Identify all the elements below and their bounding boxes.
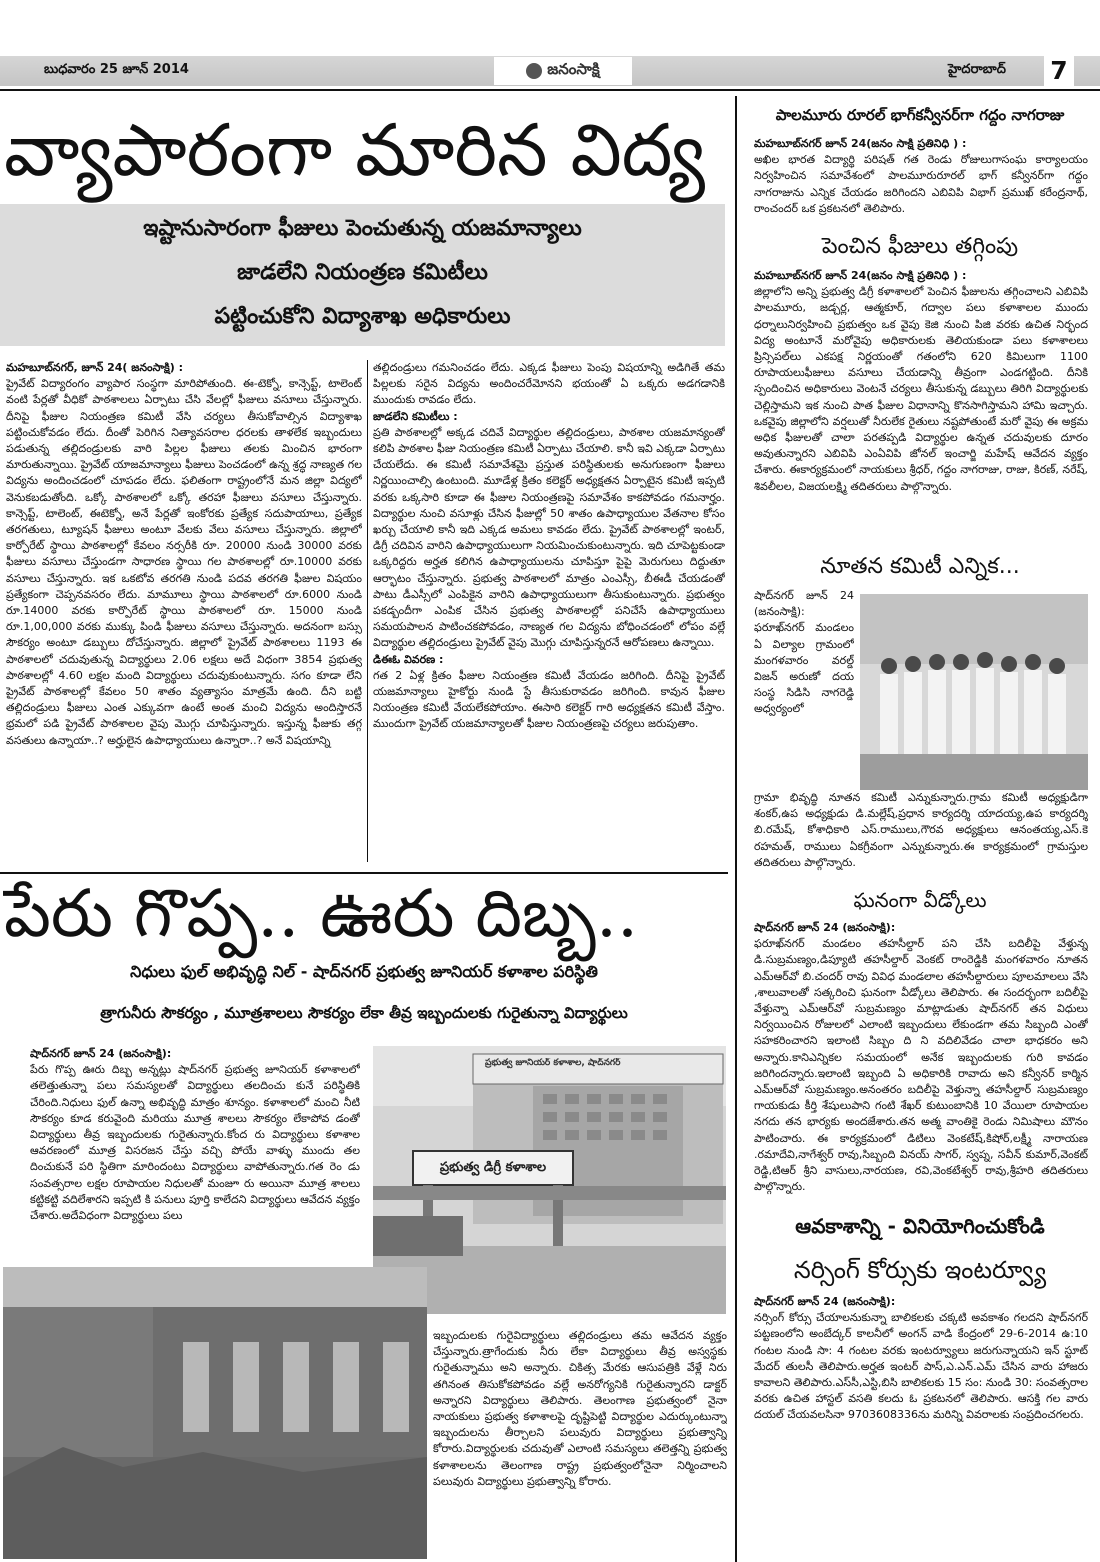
right-s5-dateline: షాద్‌నగర్ జూన్ 24 (జనంసాక్షి): (754, 1295, 896, 1308)
second-dateline: షాద్‌నగర్ జూన్ 24 (జనంసాక్షి): (30, 1047, 172, 1060)
right-column (740, 96, 1100, 1562)
issue-date: బుధవారం 25 జూన్ 2014 (44, 62, 189, 77)
page-number: 7 (1044, 56, 1074, 86)
second-column-1 (30, 1046, 360, 1264)
right-s4-body (754, 920, 1088, 1212)
photo-sign-top: ప్రభుత్వ జూనియర్ కళాశాల, షాద్‌నగర్ (485, 1058, 621, 1068)
right-s5-head-2: నర్సింగ్ కోర్సుకు ఇంటర్వ్యూ (793, 1256, 1047, 1284)
right-s2-body (754, 268, 1088, 548)
right-s3-side (754, 588, 854, 788)
right-s3-side-text: షాద్‌నగర్ జూన్ 24 (జనంసాక్షి): ఫరూఖ్‌నగర్ మండలం ఏ విల్యాల గ్రామంలో మంగళవారం వరల్డ్ విజన్ అరుణో దయ సంస్థ సిడిసి నాగరెడ్డి అధ్వర్యంలో (754, 589, 854, 716)
lead-subhead-1: ఇష్టానుసారంగా ఫీజులు పెంచుతున్న యజమాన్యాలు (143, 216, 582, 241)
lead-subhead-3: పట్టించుకోని విద్యాశాఖ అధికారులు (214, 304, 511, 329)
right-s5-body (754, 1294, 1088, 1526)
logo-text: జనంసాక్షి (547, 60, 600, 78)
right-s2-dateline: మహబూబ్‌నగర్ జూన్ 24(జనం సాక్షి ప్రతినిధి ) : (754, 269, 967, 282)
right-s1-text: అఖిల భారత విద్యార్థి పరిషత్ గత రెండు రోజులుగాసంఘ కార్యాలయం నిర్వహించిన సమావేశంలో పాలమూరురూరల్ భాగ్ కన్వీనర్‌గా గద్దం నాగరాజును ఎన్నిక చేయడం జరిగిందని ఎబివిపి విభాగ్ ప్రముఖ్ కరేంద్రనాథ్, రాంచందర్ ఒక ప్రకటనలో తెలిపారు. (754, 153, 1088, 215)
lead-dateline: మహబూబ్‌నగర్, జూన్ 24( జనంసాక్షి) : (6, 361, 183, 374)
right-s3-text: గ్రామా భివృద్ధి నూతన కమిటీ ఎన్నుకున్నారు.గ్రామ కమిటీ అధ్యక్షుడిగా శంకర్,ఉప అధ్యక్షుడు డి.మల్లేష్,ప్రధాన కార్యదర్శి యాదయ్య,ఉప కార్యదర్శి బి.రమేష్, కోశాధికారి ఎస్.రాములు,గౌరవ అధ్యక్షులు ఆనంతయ్య,ఎస్.కె రహమత్, రాములు ఏకగ్రీవంగా ఎన్నుకున్నారు.ఈ కార్యక్రమంలో గ్రామస్తుల తదితరులు పాల్గొన్నారు. (754, 791, 1088, 869)
right-s4-dateline: షాద్‌నగర్ జూన్ 24 (జనంసాక్షి): (754, 921, 896, 934)
right-s1-body (754, 136, 1088, 248)
second-col2-text: ఇబ్బందులకు గురైవిద్యార్థులు తల్లిదండ్రులు తమ ఆవేదన వ్యక్తం చేస్తున్నారు.త్రాగేందుకు నీరు లేకా విద్యార్థులు తీవ్ర అస్వస్థకు గురైతున్నాము అని అన్నారు. చికిత్స మేరకు ఆసుపత్రికి వేళ్లే నిరు తగినంత తిసుకోకపోవడం వల్లే అనరోగ్యనికి గురైతున్నారని డాక్టర్ అన్నారని విద్యార్థులు తెలిపారు. తెలంగాణ ప్రభుత్వంలో నైనా నాయకులు ప్రభుత్వ కళాశాలపై దృష్టిపెట్టి విద్యార్థుల ఎదుర్కుంటున్నా ఇబ్బందులను తీర్చాలని పలువురు విద్యార్థులు ప్రభుత్వాన్ని కోరారు.విద్యార్థులకు చదువుతో ఎలాంటి సమస్యలు తలెత్తన్ని ప్రభుత్వ కళాశాలలను తెలంగాణ రాష్ట్ర ప్రభుత్వంలోనైనా నిర్మించాలని పలువురు విద్యార్థులు ప్రభుత్వాన్ని కోరారు. (433, 1329, 727, 1488)
second-headline: పేరు గొప్ప.. ఊరు దిబ్బ.. (4, 875, 638, 952)
photo-sign-board: ప్రభుత్వ డిగ్రీ కళాశాల (439, 1160, 547, 1175)
unfinished-toilet-image (3, 1267, 427, 1559)
lead-col2-text-c: గత 2 ఏళ్ల క్రితం ఫీజుల నియంత్రణ కమిటీ వేయడం జరిగింది. దీనిపై ప్రైవేట్ యజమాన్యాలు హైకోర్టు నుండి స్టే తీసుకురావడం జరిగింది. కావున ఫీజుల నియంత్రణ కమిటీ వేయలేకపోయాం. ఈసారి కలెక్టర్ గారి అధ్యక్షతన కమిటీ వేస్తాం. ముందుగా ప్రైవేట్ యజమాన్యాలతో ఫీజుల నియంత్రణపై చర్యలు జరుపుతాం. (373, 668, 725, 731)
edition-city: హైదరాబాద్ (948, 62, 1006, 77)
lead-column-1 (6, 360, 362, 870)
page-header (0, 56, 1100, 92)
right-s1-head: పాలమూరు రూరల్ భాగ్‌కన్వీనర్‌గా గద్దం నాగరాజు (775, 106, 1065, 124)
right-s5-text: నర్సింగ్ కోర్సు చేయాలనుకున్నా బాలికలకు చక్కటి అవకాశం గలదని షాద్‌నగర్ పట్టణంలోని అంబేద్కర్ కాలనీలో అంగన్ వాడి కేంద్రంలో 29-6-2014 ఉ:10 గంటల నుండి సా: 4 గంటల వరకు ఇంటర్వ్యూలు జరుగున్నాయని ఇన్ స్టూట్ మేదర్ తులసీ తెలిపారు.అర్హత ఇంటర్ పాస్,ఎ.ఎన్.ఎమ్ చేసిన వారు హాజరు కావాలని తెలిపారు.ఎస్‌సీ,ఎస్టి,బిసి బాలికలకు 15 సం: నుండి 30: సంవత్సరాల వరకు ఉచిత హాస్టల్ వసతి కలదు ఓ ప్రకటనలో తెలిపారు. ఆసక్తి గల వారు దయల్ చేయవలసినా 9703608336ను మరిన్ని వివరాలకు సంప్రదించగలరు. (754, 1311, 1088, 1422)
header-rule (0, 89, 1100, 91)
second-subhead-2: త్రాగునీరు సౌకర్యం , మూత్రశాలలు సౌకర్యం లేకా తీవ్ర ఇబ్బందులకు గురైతున్నా విద్యార్థులు (100, 1004, 628, 1022)
lead-subheads-box (0, 204, 725, 346)
lead-col2-text-a: తల్లిదండ్రులు గమనించడం లేదు. ఎక్కడ ఫీజులు పెంపు విషయాన్ని అడిగితే తమ పిల్లలకు సరైన విద్యను అందించరేమోనని భయంతో ఏ ఒక్కరు అడగడానికి ముందుకు రావడం లేదు. (373, 361, 725, 407)
right-s4-head: ఘనంగా వీడ్కోలు (853, 888, 987, 912)
right-s3-body (754, 790, 1088, 888)
lead-col2-heading-2: డిఈఓ వివరణ : (373, 652, 444, 666)
lead-column-2 (373, 360, 725, 870)
right-s2-head: పెంచిన ఫీజులు తగ్గింపు (821, 234, 1019, 259)
right-s1-dateline: మహబూబ్‌నగర్ జూన్ 24(జనం సాక్షి ప్రతినిధి ) : (754, 137, 967, 150)
committee-photo (860, 594, 1088, 790)
masthead-logo (494, 57, 632, 85)
second-col1-text: పేరు గొప్ప ఊరు దిబ్బ అన్నట్లు షాద్‌నగర్ ప్రభుత్వ జూనియర్ కళాశాలలో తలెత్తుతున్నా పలు సమస్యలతో విద్యార్థులు తలదించు కునే పరిస్థితికి చేరింది.నిధులు ఫుల్ ఉన్నా అభివృద్ధి మాత్రం శూన్యం. కళాశాలలో మంచి నీటి సౌకర్యం కూడ కరువైంది మరియు మూత్ర శాలలు సౌకర్యం లేకాపోవ డంతో విద్యార్థులు తీవ్ర ఇబ్బందులకు గురైతున్నారు.కోంద రు విద్యార్థులు కళాశాల ఆవరణంలో మూత్ర విసరజన చేస్తు వచ్చి పోయే వాళ్ళు ముందు తల దించుకునే పరి స్థితిగా మారిందంటు విద్యార్థులు వాపోతున్నారు.గత రెం డు సంవత్సరాల లక్షల రూపాయల నిధులతో మంజూ రు అయినా మూత్ర శాలలు కట్టికట్టి వదిలేశారని ఇప్పటి కి పనులు పూర్తి కాలేదని విద్యార్థులు ఆవేదన వ్యక్తం చేశారు.అదేవిధంగా విద్యార్థులు పలు (30, 1063, 360, 1223)
column-divider (367, 360, 368, 862)
right-s5-head-1: ఆవకాశాన్ని - వినియోగించుకోండి (795, 1214, 1045, 1238)
committee-group-image (860, 594, 1088, 790)
lead-col2-heading-1: జాడలేని కమిటీలు : (373, 409, 458, 423)
lead-col1-text: ప్రైవేట్ విద్యారంగం వ్యాపార సంస్థగా మారిపోతుంది. ఈ-టెక్నో, కాన్సెప్ట్, టాలెంట్ వంటి పేర్లతో వీధికో పాఠశాలలు ఏర్పాటు చేసి వేలల్లో ఫీజులు వసూలు చేస్తున్నారు. దీనిపై ఫీజుల నియంత్రణ కమిటీ వేసి చర్యలు తీసుకోవాల్సిన విద్యాశాఖ పట్టించుకోవడం లేదు. దీంతో పెరిగిన నిత్యావసరాల ధరలకు తాళలేక ఇబ్బందులు పడుతున్న తల్లిదండ్రులకు వారి పిల్లల ఫీజులు తలకు మించిన భారంగా మారుతున్నాయి. ప్రైవేట్ యాజమాన్యాలు ఫీజులు పెంచడంలో ఉన్న శ్రద్ధ నాణ్యత గల విద్యను అందించడంలో చూపడం లేదు. ఫలితంగా రాష్ట్రంలోనే మన జిల్లా విద్యలో వెనుకబడుతోంది. ఒక్కో పాఠశాలలో ఒక్కో తరహా ఫీజులు వసూలు చేస్తున్నారు. కాన్సెప్ట్, టాలెంట్, ఈటెక్నో, అనే పేర్లతో ఇంకోరకు ప్రత్యేక సదుపాయాలు, ప్రత్యేక తరగతులు, ట్యూషన్ ఫీజులు అంటూ వేలకు వేలు వసూలు చేస్తున్నారు. జిల్లాలో కార్పోరేట్ స్థాయి పాఠశాలల్లో కేవలం నర్సరీకి రూ. 20000 నుండి 30000 వరకు ఫీజులు వసూలు చేస్తుండగా సాధారణ స్థాయి గల పాఠశాలల్లో రూ.10000 వరకు వసూలు చేస్తున్నారు. ఇక ఒకటోవ తరగతి నుండి పదవ తరగతి ఫీజుల విషయం ప్రత్యేకంగా చెప్పనవసరం లేదు. మామూలు స్థాయి పాఠశాలలో రూ.6000 నుండి రూ.14000 వరకు కార్పొరేట్ స్థాయి పాఠశాలలో రూ. 15000 నుండి రూ.1,00,000 వరకు ముక్కు పిండి ఫీజులు వసూలు చేస్తున్నారు. అదనంగా బస్సు సౌకర్యం అంటూ డబ్బులు దోచేస్తున్నారు. జిల్లాలో ప్రైవేట్ పాఠశాలలు 1193 ఈ పాఠశాలలో చదువుతున్న విద్యార్థులు 2.06 లక్షలు అదే విధంగా 3854 ప్రభుత్వ పాఠశాలల్లో 4.60 లక్షల మంది విద్యార్థులు చదువుకుంటున్నారు. సగం కూడా లేని ప్రైవేట్ పాఠశాలల్లో కేవలం 50 శాతం వ్యత్యాసం మాత్రమే ఉంది. దీని బట్టి తల్లిదండ్రులు ఫీజులు ఎంత ఎక్కువగా ఉంటే అంత మంచి విద్యను అందిస్తారనే భ్రమలో పడి ప్రైవేట్ పాఠశాలల వైపు మొగ్గు చూపిస్తున్నారు. ఇస్తున్న ఫీజుకు తగ్గ వసతులు ఉన్నాయా..? అర్హులైన ఉపాధ్యాయులు ఉన్నారా..? అనే విషయాన్ని (6, 377, 362, 747)
toilet-block-photo (3, 1267, 427, 1559)
lead-col2-text-b: ప్రతి పాఠశాలల్లో అక్కడ చదివే విద్యార్థుల తల్లిదండ్రులు, పాఠశాల యజమాన్యంతో కలిపి పాఠశాల ఫీజు నియంత్రణ కమిటీ ఏర్పాటు చేయాలి. కానీ ఇవి ఎక్కడా ఏర్పాటు చేయలేదు. ఈ కమిటీ సమావేశమై ప్రస్తుత పరిస్థితులకు అనుగుణంగా ఫీజులు నిర్ణయించాల్సి ఉంటుంది. మూడేళ్ల క్రితం కలెక్టర్ అధ్యక్షతన ఏర్పాటైన కమిటీ ఇప్పటి వరకు ఒక్కసారి కూడా ఈ ఫీజుల నియంత్రణపై సమావేశం కాకపోవడం గమనార్హం. విద్యార్థుల నుంచి వసూళ్లు చేసిన ఫీజుల్లో 50 శాతం ఉపాధ్యాయుల వేతనాల కోసం ఖర్చు చేయాలి కానీ ఇది ఎక్కడ అమలు కావడం లేదు. ప్రైవేట్ పాఠశాలల్లో ఇంటర్, డిగ్రీ చదివిన వారిని ఉపాధ్యాయులుగా నియమించుకుంటున్నారు. ఇది చూపెట్టకుండా ఒక్కరిద్దరు అర్హత కలిగిన ఉపాధ్యాయులను చూపిస్తూ పైపై మెరుగులు దిద్దుతూ ఆర్భాటం చేస్తున్నారు. ప్రభుత్వ పాఠశాలలో మాత్రం ఎంఎస్సీ, బీఈడీ చేయడంతో పాటు డీఎస్సీలో ఎంపికైన వారిని ఉపాధ్యాయులుగా తీసుకుంటున్నారు. ప్రభుత్వం పకడ్బందీగా ఎంపిక చేసిన ప్రభుత్వ పాఠశాలల్లో పనిచేసే ఉపాధ్యాయులు సమయపాలన పాటించకపోవడం, నాణ్యత గల విద్యను బోధించడంలో లోపం వల్లే విద్యార్థుల తల్లిదండ్రులు ప్రైవేట్ వైపు మొగ్గు చూపిస్తున్నరనే ఆరోపణలు ఉన్నాయి. (373, 425, 725, 650)
lead-subhead-2: జాడలేని నియంత్రణ కమిటీలు (237, 260, 488, 285)
lead-headline: వ్యాపారంగా మారిన విద్య (4, 108, 705, 192)
right-s3-head: నూతన కమిటీ ఎన్నిక... (820, 554, 1020, 579)
right-s2-text: జిల్లాలోని అన్ని ప్రభుత్వ డిగ్రీ కళాశాలలో పెంచిన ఫీజులను తగ్గించాలని ఎబివిపి పాలమూరు, జడ్చర్ల, ఆత్మకూర్, గద్వాల పలు కళాశాలల ముందు ధర్నాలునిర్వహించి ప్రభుత్వం ఒక వైపు కెజి నుంచి పిజి వరకు ఉచిత నిర్భంద విద్య అంటూనే మరోవైపు అధికారులకు తెలియకుండా పలు కళాశాలలు ప్రిన్సిపల్‌లు ఎకపక్ష నిర్ణయంతో గతంలోని 620 కిమిలుగా 1100 రూపాయలుఫీజులు వసూలు చేయడాన్ని తీవ్రంగా ఎండగట్టింది. దీనికి స్పందించిన అధికారులు వెంటనే చర్యలు తీసుకున్న డబ్బులు తిరిగి విద్యార్థులకు చెల్లిస్తామని ఇక నుంచి పాత ఫీజుల విధానాన్ని కొనసాగిస్తామని హామి ఇచ్చారు. ఒకవైపు జిల్లాలోని వర్షలుతో నీరులేక రైతులు నష్టపోతుంటే మరో వైపు ఈ అక్రమ అధిక ఫీజులతో చాలా పరతప్పడి విద్యార్థుల ఉన్నత చదువులకు దూరం అవుతున్నారని ఎబివిపి ఎంఏవిపి జోనల్ ఇంచార్జి మహేష్ ఆవేదన వ్యక్తం చేశారు. ఈకార్యక్రమంలో నాయకులు శ్రీధర్, గద్దం నాగరాజు, రాజు, కిరణ్, నరేష్, శివలీలల, విజయలక్ష్మి తదితరులు పాల్గొన్నారు. (754, 285, 1088, 493)
right-s4-text: ఫరూఖ్‌నగర్ మండలం తహసీల్దార్ పని చేసి బదిలీపై వేళ్తున్న డి.సుబ్రమణ్యం,డిప్యూటి తహసీల్దార్ వెంకట్ రాంరెడ్డికి మంగళవారం నూతన ఎమ్ఆర్‌వో బి.చందర్ రావు వివిధ మండలాల తహసీల్దారులు పూలమాలలు వేసి ,శాలువాలతో సత్కరించి ఘనంగా వీడ్కోలు తెలిపారు. ఈ సందర్భంగా బదిలీపై వేళ్తున్నా ఎమ్ఆర్‌వో సుబ్రమణ్యం మాట్లాడుతు షాద్‌నగర్ తన విధులు నిర్వయించిన రోజులలో ఎలాంటి ఇబ్బందులు లేకుండగా తమ సిబ్బంది ఎంతో సహకరించారని ఇలాంటి సిబ్బం ది ని వదిలివేడం చాలా భాధకరం అని అన్నారు.కానిఎన్నికల సమయంలో అనేక ఇబ్బందులకు గురి కావడం జరిగిందన్నారు.ఇలాంటి ఇబ్బంది ఏ అధికారికి రావాదు అని కన్వీనర్ కార్మిన ఎమ్ఆర్‌వో సుబ్రమణ్యం.అనంతరం బదిలీపై వెళ్తున్నా తహసీల్దార్ సుబ్రమణ్యం గాయకుడు కీర్తి శేషులుపాని గంటి శేఖర్ కుటుంబానికి 10 వేయిలా రూపాయల నగదు తన భార్యకు అందజేశారు.తన అత్మ వాంతికై రెండు నిమిషాలు మౌనం పాటించారు. ఈ కార్యక్రమంలో డిటిలు వెంకటేష్,కిషోర్,లక్ష్మీ నారాయణ .రమాదేవి,నాగేశ్వర్ రావు,సిబ్బంది వినయ్ సాగర్, స్వప్న, సవీన్ కుమార్,వెంకట్ రెడ్డి,టిఆర్ శ్రీని వాసులు,నారయణ, రవి,వెంకటేశ్వర్ రావు,శ్రీహరి తదితరులు పాల్గొన్నారు. (754, 937, 1088, 1194)
logo-emblem-icon (526, 63, 542, 79)
second-subhead-1: నిధులు ఫుల్ అభివృద్ధి నిల్ - షాద్‌నగర్ ప్రభుత్వ జూనియర్ కళాశాల పరిస్థితి (130, 962, 598, 981)
second-column-2 (433, 1328, 727, 1558)
right-column-divider (735, 96, 737, 1562)
